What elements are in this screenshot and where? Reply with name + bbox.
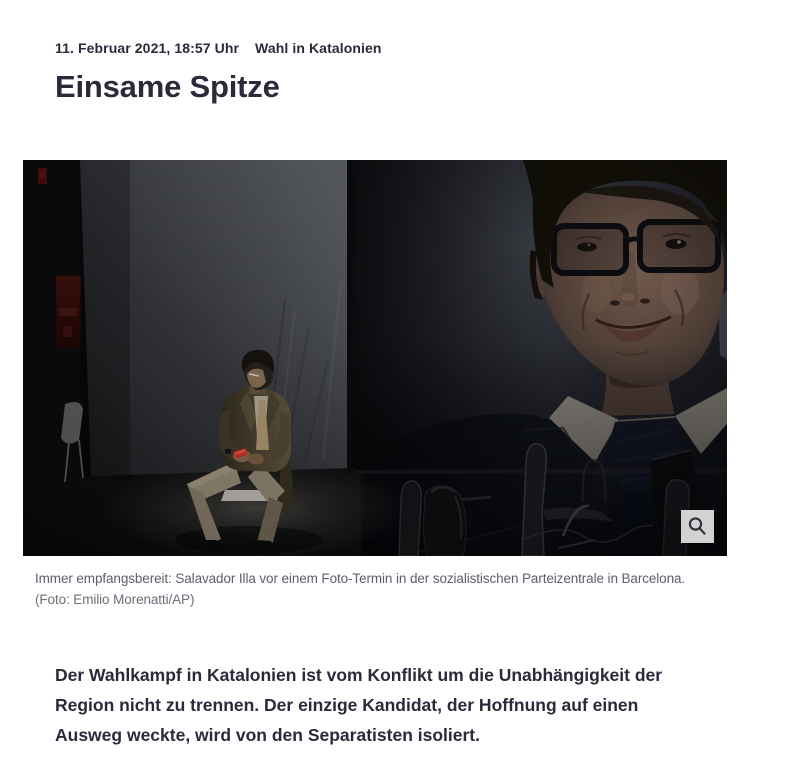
article-lead: Der Wahlkampf in Katalonien ist vom Konflikt um die Unabhängigkeit der Region nicht zu trennen. Der einzige Kandidat, der Hoffnung auf einen Ausweg weckte, wird von den Separatisten isoliert. — [55, 665, 663, 745]
article-meta — [55, 0, 799, 57]
photo-caption — [35, 568, 799, 610]
photo-scene — [23, 160, 727, 556]
magnifier-icon — [687, 516, 708, 537]
article-photo[interactable] — [23, 160, 727, 556]
image-zoom-button[interactable] — [681, 510, 714, 543]
article-headline: Einsame Spitze — [55, 69, 280, 104]
article-kicker: Wahl in Katalonien — [255, 40, 382, 56]
caption-text: Immer empfangsbereit: Salavador Illa vor einem Foto-Termin in der sozialistischen Parteizentrale in Barcelona. — [35, 571, 686, 586]
vignette — [23, 160, 727, 556]
article-datetime: 11. Februar 2021, 18:57 Uhr — [55, 40, 240, 56]
photo-credit: (Foto: Emilio Morenatti/AP) — [35, 592, 195, 607]
